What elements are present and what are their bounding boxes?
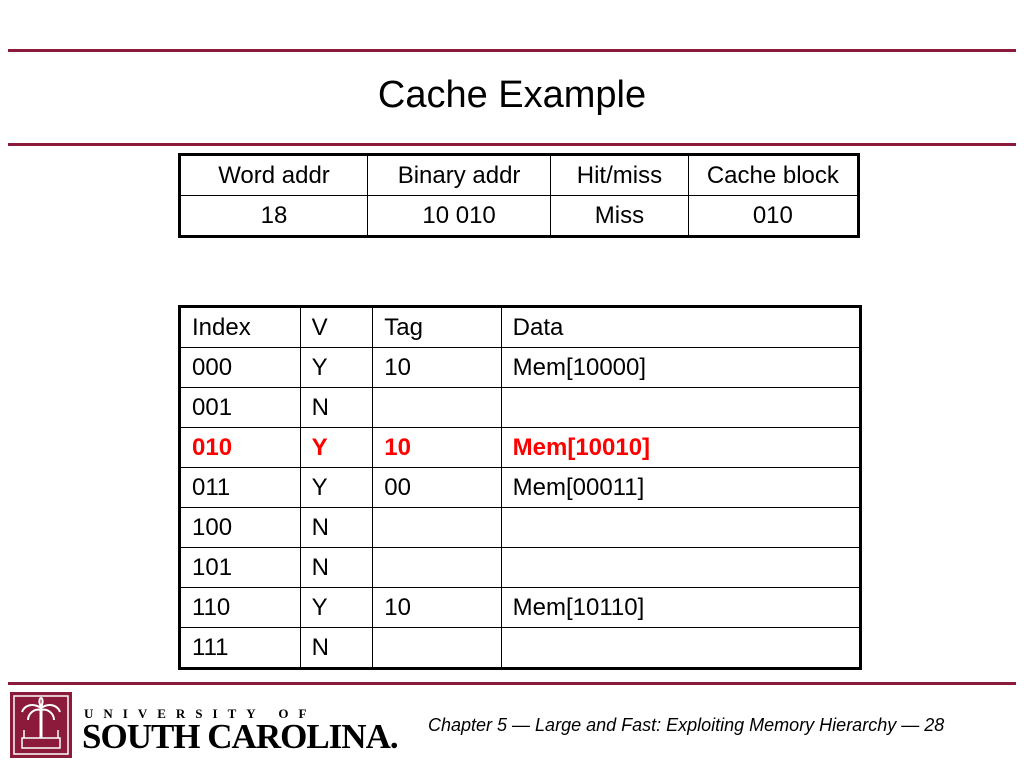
cache-cell-data (501, 628, 860, 669)
cache-cell-valid: N (300, 548, 373, 588)
cache-cell-index: 111 (180, 628, 301, 669)
cache-cell-index: 100 (180, 508, 301, 548)
access-cell-binary-addr: 10 010 (368, 196, 551, 237)
palmetto-icon (10, 692, 72, 758)
cache-cell-tag: 10 (373, 428, 501, 468)
cache-cell-data (501, 388, 860, 428)
access-header-cell: Hit/miss (551, 155, 689, 196)
cache-cell-tag: 00 (373, 468, 501, 508)
access-header-cell: Word addr (180, 155, 368, 196)
cache-header-data: Data (501, 307, 860, 348)
access-cell-hit-miss: Miss (551, 196, 689, 237)
cache-cell-tag: 10 (373, 348, 501, 388)
slide-title: Cache Example (377, 74, 647, 116)
cache-table-row-highlighted (180, 428, 861, 468)
university-wordmark-name: SOUTH CAROLINA. (82, 717, 398, 756)
cache-table-row (180, 468, 861, 508)
access-cell-word-addr: 18 (180, 196, 368, 237)
cache-cell-valid: Y (300, 428, 373, 468)
cache-cell-index: 010 (180, 428, 301, 468)
access-header-cell: Binary addr (368, 155, 551, 196)
university-wordmark-top: UNIVERSITY OF (84, 706, 317, 721)
cache-cell-data: Mem[00011] (501, 468, 860, 508)
cache-cell-tag: 10 (373, 588, 501, 628)
cache-cell-index: 101 (180, 548, 301, 588)
access-cell-cache-block: 010 (688, 196, 858, 237)
cache-header-index: Index (180, 307, 301, 348)
access-table-row (180, 196, 859, 237)
cache-table-row (180, 508, 861, 548)
cache-cell-index: 001 (180, 388, 301, 428)
cache-cell-data: Mem[10110] (501, 588, 860, 628)
cache-cell-valid: Y (300, 468, 373, 508)
university-seal-logo (10, 692, 72, 758)
access-header-cell: Cache block (688, 155, 858, 196)
cache-cell-index: 000 (180, 348, 301, 388)
cache-cell-tag (373, 388, 501, 428)
cache-cell-data (501, 508, 860, 548)
cache-cell-valid: N (300, 628, 373, 669)
cache-table-row (180, 548, 861, 588)
access-table-header-row (180, 155, 859, 196)
cache-cell-index: 011 (180, 468, 301, 508)
cache-cell-data (501, 548, 860, 588)
footer-rule (8, 682, 1016, 685)
cache-header-valid: V (300, 307, 373, 348)
top-rule (8, 49, 1016, 52)
cache-cell-index: 110 (180, 588, 301, 628)
cache-table-header-row (180, 307, 861, 348)
cache-table-row (180, 348, 861, 388)
cache-cell-tag (373, 508, 501, 548)
cache-header-tag: Tag (373, 307, 501, 348)
access-table (178, 153, 860, 238)
cache-cell-valid: N (300, 388, 373, 428)
cache-table-row (180, 588, 861, 628)
cache-cell-valid: N (300, 508, 373, 548)
slide-footer: Chapter 5 — Large and Fast: Exploiting Memory Hierarchy — 28 (428, 715, 945, 735)
title-rule (8, 143, 1016, 146)
cache-table-row (180, 628, 861, 669)
cache-table (178, 305, 862, 670)
cache-table-row (180, 388, 861, 428)
cache-cell-tag (373, 548, 501, 588)
cache-cell-data: Mem[10010] (501, 428, 860, 468)
cache-cell-data: Mem[10000] (501, 348, 860, 388)
cache-cell-tag (373, 628, 501, 669)
cache-cell-valid: Y (300, 588, 373, 628)
cache-cell-valid: Y (300, 348, 373, 388)
